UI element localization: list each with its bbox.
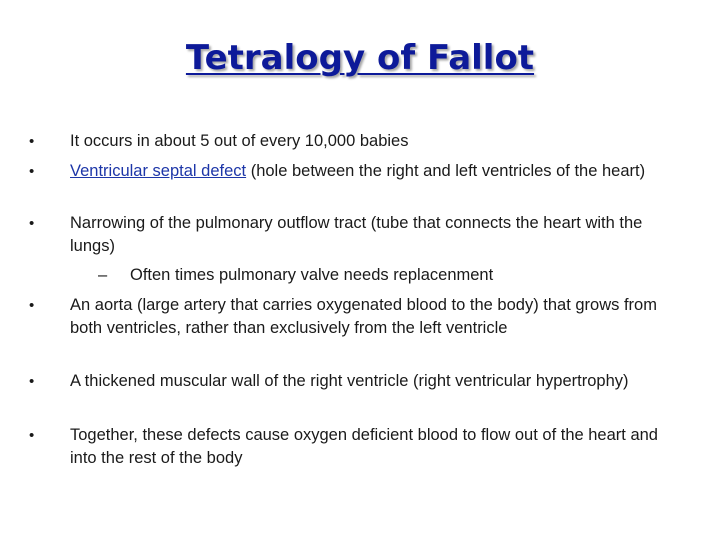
bullet-text: An aorta (large artery that carries oxygenated blood to the body) that grows from both ventricles, rather than exclusively from the left ventricle — [70, 296, 657, 337]
bullet-dot: • — [29, 297, 35, 314]
bullet-dot: • — [29, 133, 35, 150]
bullet-text: It occurs in about 5 out of every 10,000 babies — [70, 132, 409, 150]
bullet-dot: • — [29, 163, 35, 180]
bullet-dot: • — [29, 427, 35, 444]
bullet-text — [70, 160, 680, 183]
sub-bullet-dash: – — [98, 266, 108, 284]
bullet-text: Narrowing of the pulmonary outflow tract (tube that connects the heart with the lungs) — [70, 214, 643, 255]
bullet-text: Together, these defects cause oxygen deficient blood to flow out of the heart and into the rest of the body — [70, 426, 658, 467]
vsd-link[interactable]: Ventricular septal defect — [70, 162, 247, 180]
slide-title: Tetralogy of Fallot — [185, 38, 535, 78]
bullet-text-rest: (hole between the right and left ventricles of the heart) — [246, 162, 646, 180]
bullet-text: A thickened muscular wall of the right ventricle (right ventricular hypertrophy) — [70, 372, 629, 390]
bullet-dot: • — [29, 215, 35, 232]
bullet-dot: • — [29, 373, 35, 390]
sub-bullet-text: Often times pulmonary valve needs replacenment — [130, 266, 494, 284]
